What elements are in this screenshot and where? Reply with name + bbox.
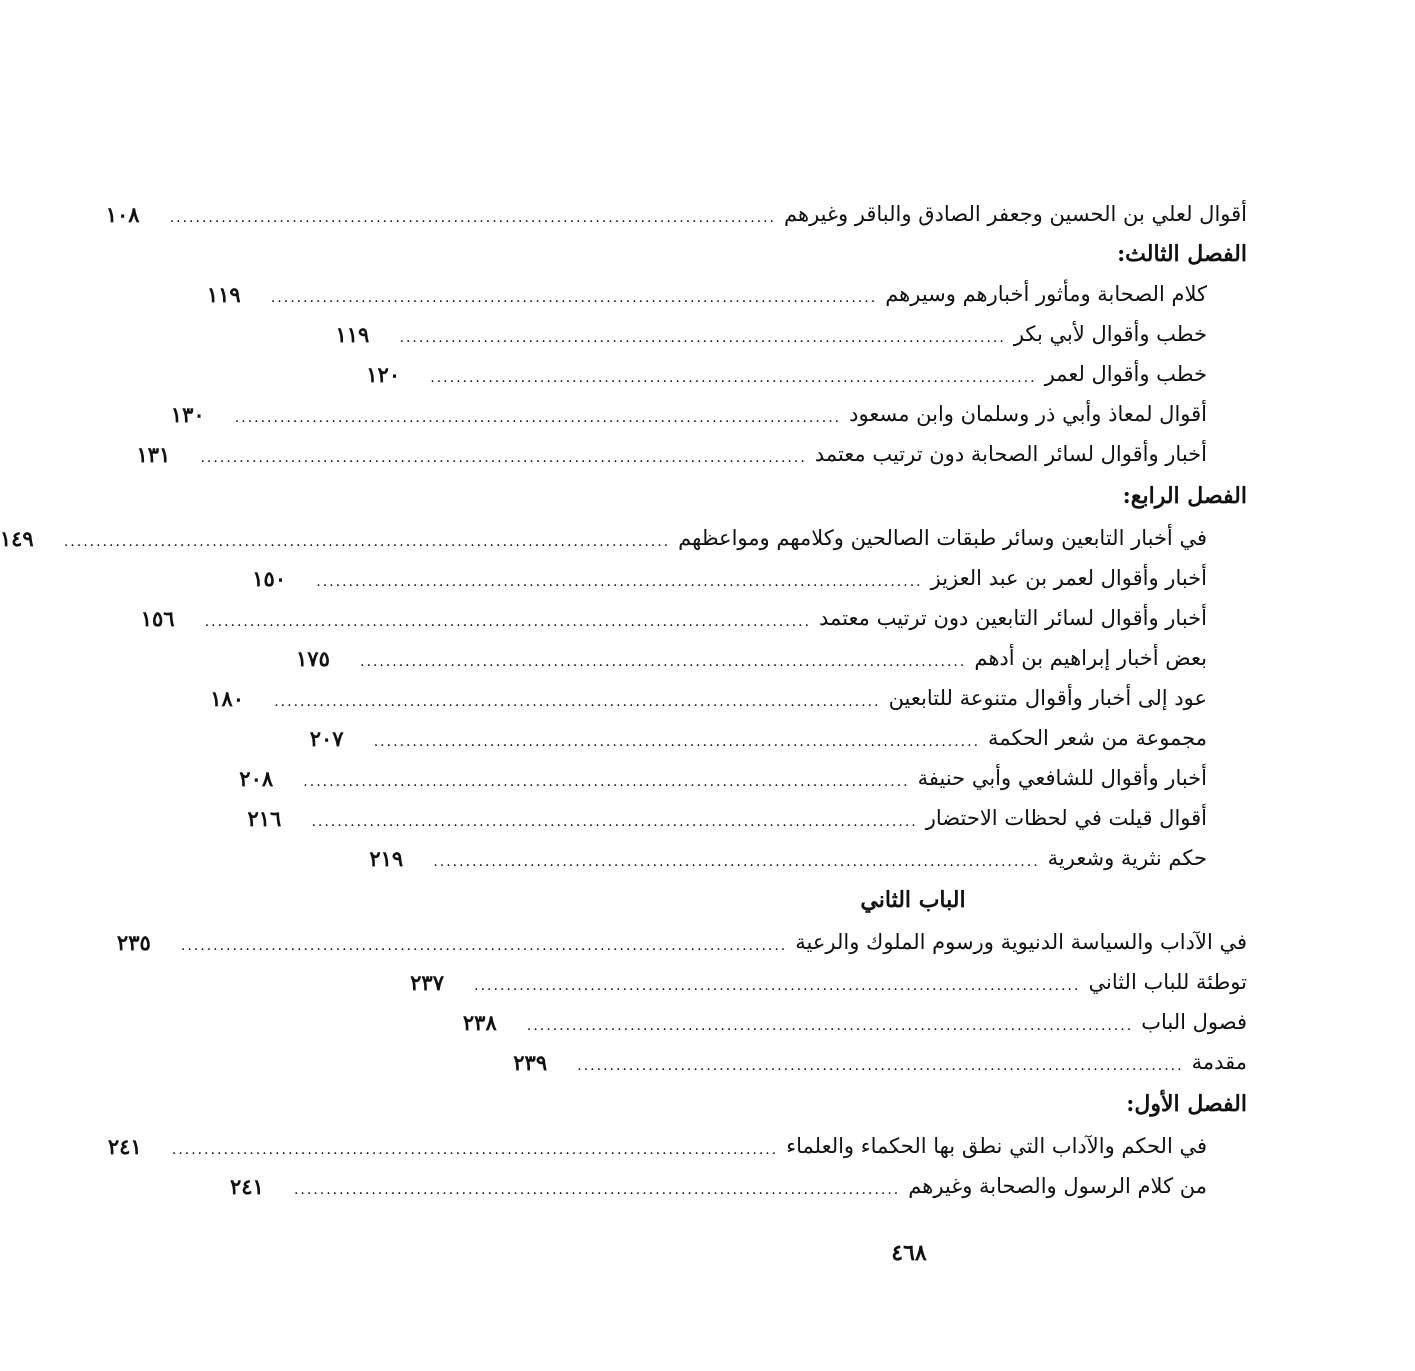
leader-dots: .............................................................................................. bbox=[433, 854, 1040, 870]
toc-entry-page: ١١٩ bbox=[206, 281, 241, 307]
toc-entry-page: ٢٣٥ bbox=[116, 929, 151, 955]
leader-dots: .............................................................................................. bbox=[474, 978, 1081, 994]
toc-entry bbox=[239, 758, 1247, 798]
toc-entry-title: مجموعة من شعر الحكمة bbox=[988, 726, 1207, 750]
toc-entry bbox=[366, 354, 1247, 394]
toc-entry-title: أقوال لعلي بن الحسين وجعفر الصادق والباقر وغيرهم bbox=[784, 202, 1247, 226]
leader-dots: .............................................................................................. bbox=[234, 410, 842, 426]
toc-entry bbox=[252, 558, 1247, 598]
leader-dots: .............................................................................................. bbox=[293, 1182, 901, 1198]
toc-entry-title: حكم نثرية وشعرية bbox=[1047, 846, 1207, 870]
toc-entry bbox=[206, 274, 1247, 314]
toc-entry-page: ٢٣٩ bbox=[513, 1049, 548, 1075]
leader-dots: .............................................................................................. bbox=[373, 734, 981, 750]
toc-entry-page: ١٢٠ bbox=[366, 361, 401, 387]
toc-entry-title: عود إلى أخبار وأقوال متنوعة للتابعين bbox=[888, 686, 1207, 710]
leader-dots: .............................................................................................. bbox=[180, 938, 788, 954]
leader-dots: .............................................................................................. bbox=[430, 370, 1037, 386]
toc-entry-title: كلام الصحابة ومأثور أخبارهم وسيرهم bbox=[885, 282, 1207, 306]
leader-dots: .............................................................................................. bbox=[169, 210, 777, 226]
toc-entry-page: ٢٠٧ bbox=[309, 725, 344, 751]
part-heading: الباب الثاني bbox=[860, 887, 966, 913]
toc-entry bbox=[170, 394, 1247, 434]
leader-dots: .............................................................................................. bbox=[360, 654, 967, 670]
toc-entry-page: ١٨٠ bbox=[210, 685, 245, 711]
toc-entry-title: أقوال قيلت في لحظات الاحتضار bbox=[925, 806, 1207, 830]
chapter-heading: الفصل الثالث: bbox=[1117, 241, 1247, 267]
toc-entry-title: مقدمة bbox=[1191, 1050, 1247, 1074]
chapter-heading: الفصل الأول: bbox=[1126, 1091, 1247, 1117]
toc-entry-title: أخبار وأقوال لسائر الصحابة دون ترتيب معتمد bbox=[814, 442, 1207, 466]
leader-dots: .............................................................................................. bbox=[316, 574, 923, 590]
toc-entry-page: ١٧٥ bbox=[296, 645, 330, 671]
toc-entry-title: خطب وأقوال لعمر bbox=[1044, 362, 1207, 386]
toc-entry bbox=[296, 638, 1247, 678]
leader-dots: .............................................................................................. bbox=[63, 534, 671, 550]
toc-entry bbox=[140, 598, 1247, 638]
toc-entry-page: ٢٣٧ bbox=[410, 969, 444, 995]
leader-dots: .............................................................................................. bbox=[171, 1142, 779, 1158]
toc-entry-page: ١٣٠ bbox=[170, 401, 205, 427]
toc-entry-page: ١٣١ bbox=[136, 441, 171, 467]
toc-entry-page: ١٥٠ bbox=[252, 565, 287, 591]
toc-entry-title: فصول الباب bbox=[1141, 1010, 1247, 1034]
toc-entry-page: ١٥٦ bbox=[140, 605, 175, 631]
toc-entry bbox=[210, 678, 1247, 718]
toc-entry-title: في الآداب والسياسة الدنيوية ورسوم الملوك والرعية bbox=[795, 930, 1247, 954]
toc-entry-page: ٢١٩ bbox=[369, 845, 404, 871]
toc-entry bbox=[229, 1166, 1247, 1206]
toc-entry-title: أخبار وأقوال لسائر التابعين دون ترتيب معتمد bbox=[819, 606, 1207, 630]
toc-entry-title: أخبار وأقوال لعمر بن عبد العزيز bbox=[930, 566, 1207, 590]
toc-entry-page: ١٠٨ bbox=[105, 201, 140, 227]
toc-entry bbox=[335, 314, 1247, 354]
toc-entry-title: أخبار وأقوال للشافعي وأبي حنيفة bbox=[917, 766, 1207, 790]
toc-entry bbox=[410, 962, 1247, 1002]
toc-entry-page: ١٤٩ bbox=[0, 525, 34, 551]
toc-entry bbox=[247, 798, 1247, 838]
leader-dots: .............................................................................................. bbox=[200, 450, 807, 466]
table-of-contents bbox=[0, 194, 1247, 1206]
leader-dots: .............................................................................................. bbox=[204, 614, 812, 630]
toc-entry bbox=[105, 194, 1247, 234]
toc-entry-title: أقوال لمعاذ وأبي ذر وسلمان وابن مسعود bbox=[849, 402, 1207, 426]
toc-entry-page: ٢٠٨ bbox=[239, 765, 274, 791]
toc-entry bbox=[0, 518, 1247, 558]
toc-entry-page: ٢١٦ bbox=[247, 805, 282, 831]
toc-entry-page: ٢٤١ bbox=[229, 1173, 264, 1199]
toc-entry bbox=[107, 1126, 1247, 1166]
page-number: ٤٦٨ bbox=[891, 1240, 927, 1266]
leader-dots: .............................................................................................. bbox=[399, 330, 1006, 346]
leader-dots: .............................................................................................. bbox=[311, 814, 918, 830]
toc-entry-title: في الحكم والآداب التي نطق بها الحكماء والعلماء bbox=[786, 1134, 1207, 1158]
toc-entry-title: خطب وأقوال لأبي بكر bbox=[1013, 322, 1207, 346]
toc-entry-page: ١١٩ bbox=[335, 321, 370, 347]
leader-dots: .............................................................................................. bbox=[526, 1018, 1134, 1034]
toc-entry-title: توطئة للباب الثاني bbox=[1088, 970, 1247, 994]
leader-dots: .............................................................................................. bbox=[274, 694, 881, 710]
toc-entry bbox=[136, 434, 1247, 474]
leader-dots: .............................................................................................. bbox=[577, 1058, 1184, 1074]
toc-entry bbox=[369, 838, 1247, 878]
toc-entry-title: بعض أخبار إبراهيم بن أدهم bbox=[974, 646, 1207, 670]
toc-entry bbox=[309, 718, 1247, 758]
toc-entry bbox=[462, 1002, 1247, 1042]
toc-entry-title: في أخبار التابعين وسائر طبقات الصالحين وكلامهم ومواعظهم bbox=[678, 526, 1207, 550]
toc-entry bbox=[513, 1042, 1247, 1082]
toc-entry-page: ٢٤١ bbox=[107, 1133, 142, 1159]
toc-entry-title: من كلام الرسول والصحابة وغيرهم bbox=[908, 1174, 1207, 1198]
chapter-heading: الفصل الرابع: bbox=[1122, 483, 1247, 509]
leader-dots: .............................................................................................. bbox=[303, 774, 910, 790]
toc-entry-page: ٢٣٨ bbox=[462, 1009, 497, 1035]
toc-entry bbox=[116, 922, 1247, 962]
leader-dots: .............................................................................................. bbox=[270, 290, 878, 306]
